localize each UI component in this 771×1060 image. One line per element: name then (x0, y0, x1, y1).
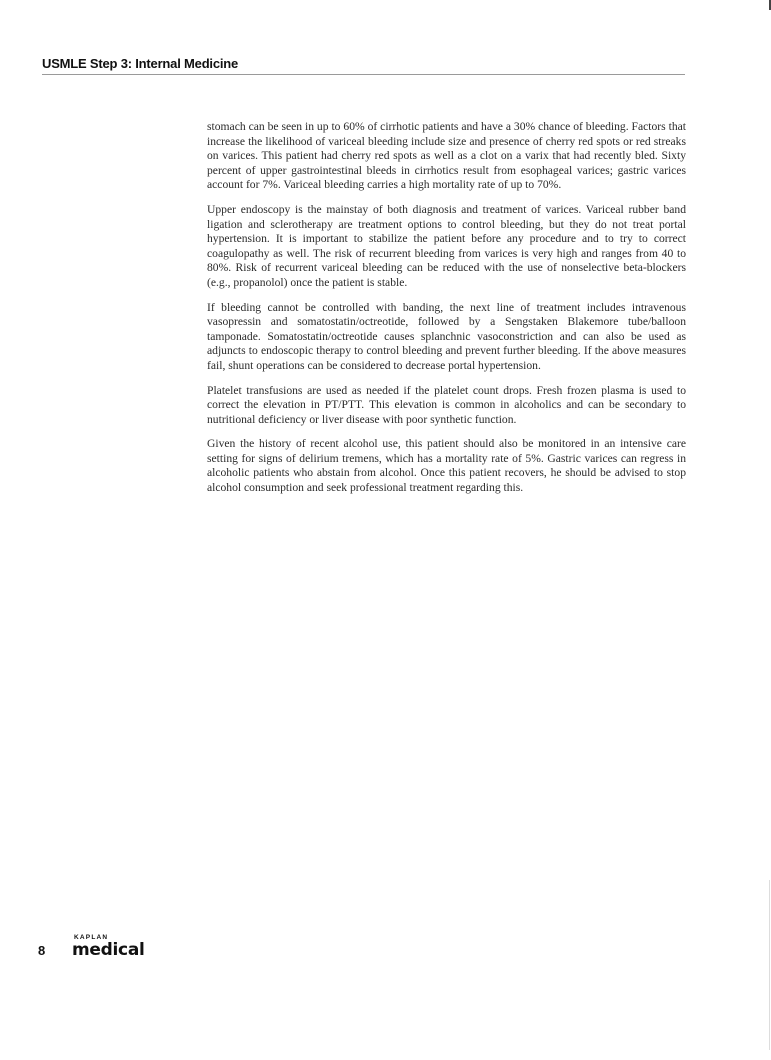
header-rule (42, 74, 685, 75)
paragraph-banding-failure: If bleeding cannot be controlled with banding, the next line of treatment includes intravenous vasopressin and somatostatin/octreotide, followed by a Sengstaken Blakemore tube/balloon tamponade. Somatostatin/octreotide causes splanchnic vasoconstriction and can also be used as adjuncts to endoscopic therapy to control bleeding and prevent further bleeding. If the above measures fail, shunt operations can be considered to decrease portal hypertension. (207, 300, 686, 372)
kaplan-medical-logo (72, 934, 145, 960)
logo-kaplan-text: KAPLAN (74, 934, 109, 941)
running-header-title: USMLE Step 3: Internal Medicine (42, 56, 239, 71)
body-text (207, 120, 686, 506)
paragraph-varices-risk: stomach can be seen in up to 60% of cirrhotic patients and have a 30% chance of bleeding. Factors that increase the likelihood of variceal bleeding include size and presence of cherry red spots or red streaks on varices. This patient had cherry red spots as well as a clot on a varix that had recently bled. Sixty percent of upper gastrointestinal bleeds in cirrhotics result from esophageal varices; gastric varices account for 7%. Variceal bleeding carries a high mortality rate of up to 70%. (207, 120, 686, 192)
page-number: 8 (38, 943, 46, 958)
paragraph-endoscopy: Upper endoscopy is the mainstay of both diagnosis and treatment of varices. Variceal rubber band ligation and sclerotherapy are treatment options to control bleeding, but they do not treat portal hypertension. It is important to stabilize the patient before any procedure and to try to correct coagulopathy as well. The risk of recurrent bleeding from varices is very high and ranges from 40 to 80%. Risk of recurrent variceal bleeding can be reduced with the use of nonselective beta-blockers (e.g., propanolol) once the patient is stable. (207, 202, 686, 289)
paragraph-transfusions: Platelet transfusions are used as needed if the platelet count drops. Fresh frozen plasma is used to correct the elevation in PT/PTT. This elevation is common in alcoholics and can be secondary to nutritional deficiency or liver disease with poor synthetic function. (207, 383, 686, 426)
scan-edge-line (769, 880, 770, 1050)
logo-medical-text: medical (72, 940, 145, 960)
paragraph-alcohol-monitoring: Given the history of recent alcohol use, this patient should also be monitored in an intensive care setting for signs of delirium tremens, which has a mortality rate of 5%. Gastric varices can regress in alcoholic patients who abstain from alcohol. Once this patient recovers, he should be advised to stop alcohol consumption and seek professional treatment regarding this. (207, 437, 686, 495)
